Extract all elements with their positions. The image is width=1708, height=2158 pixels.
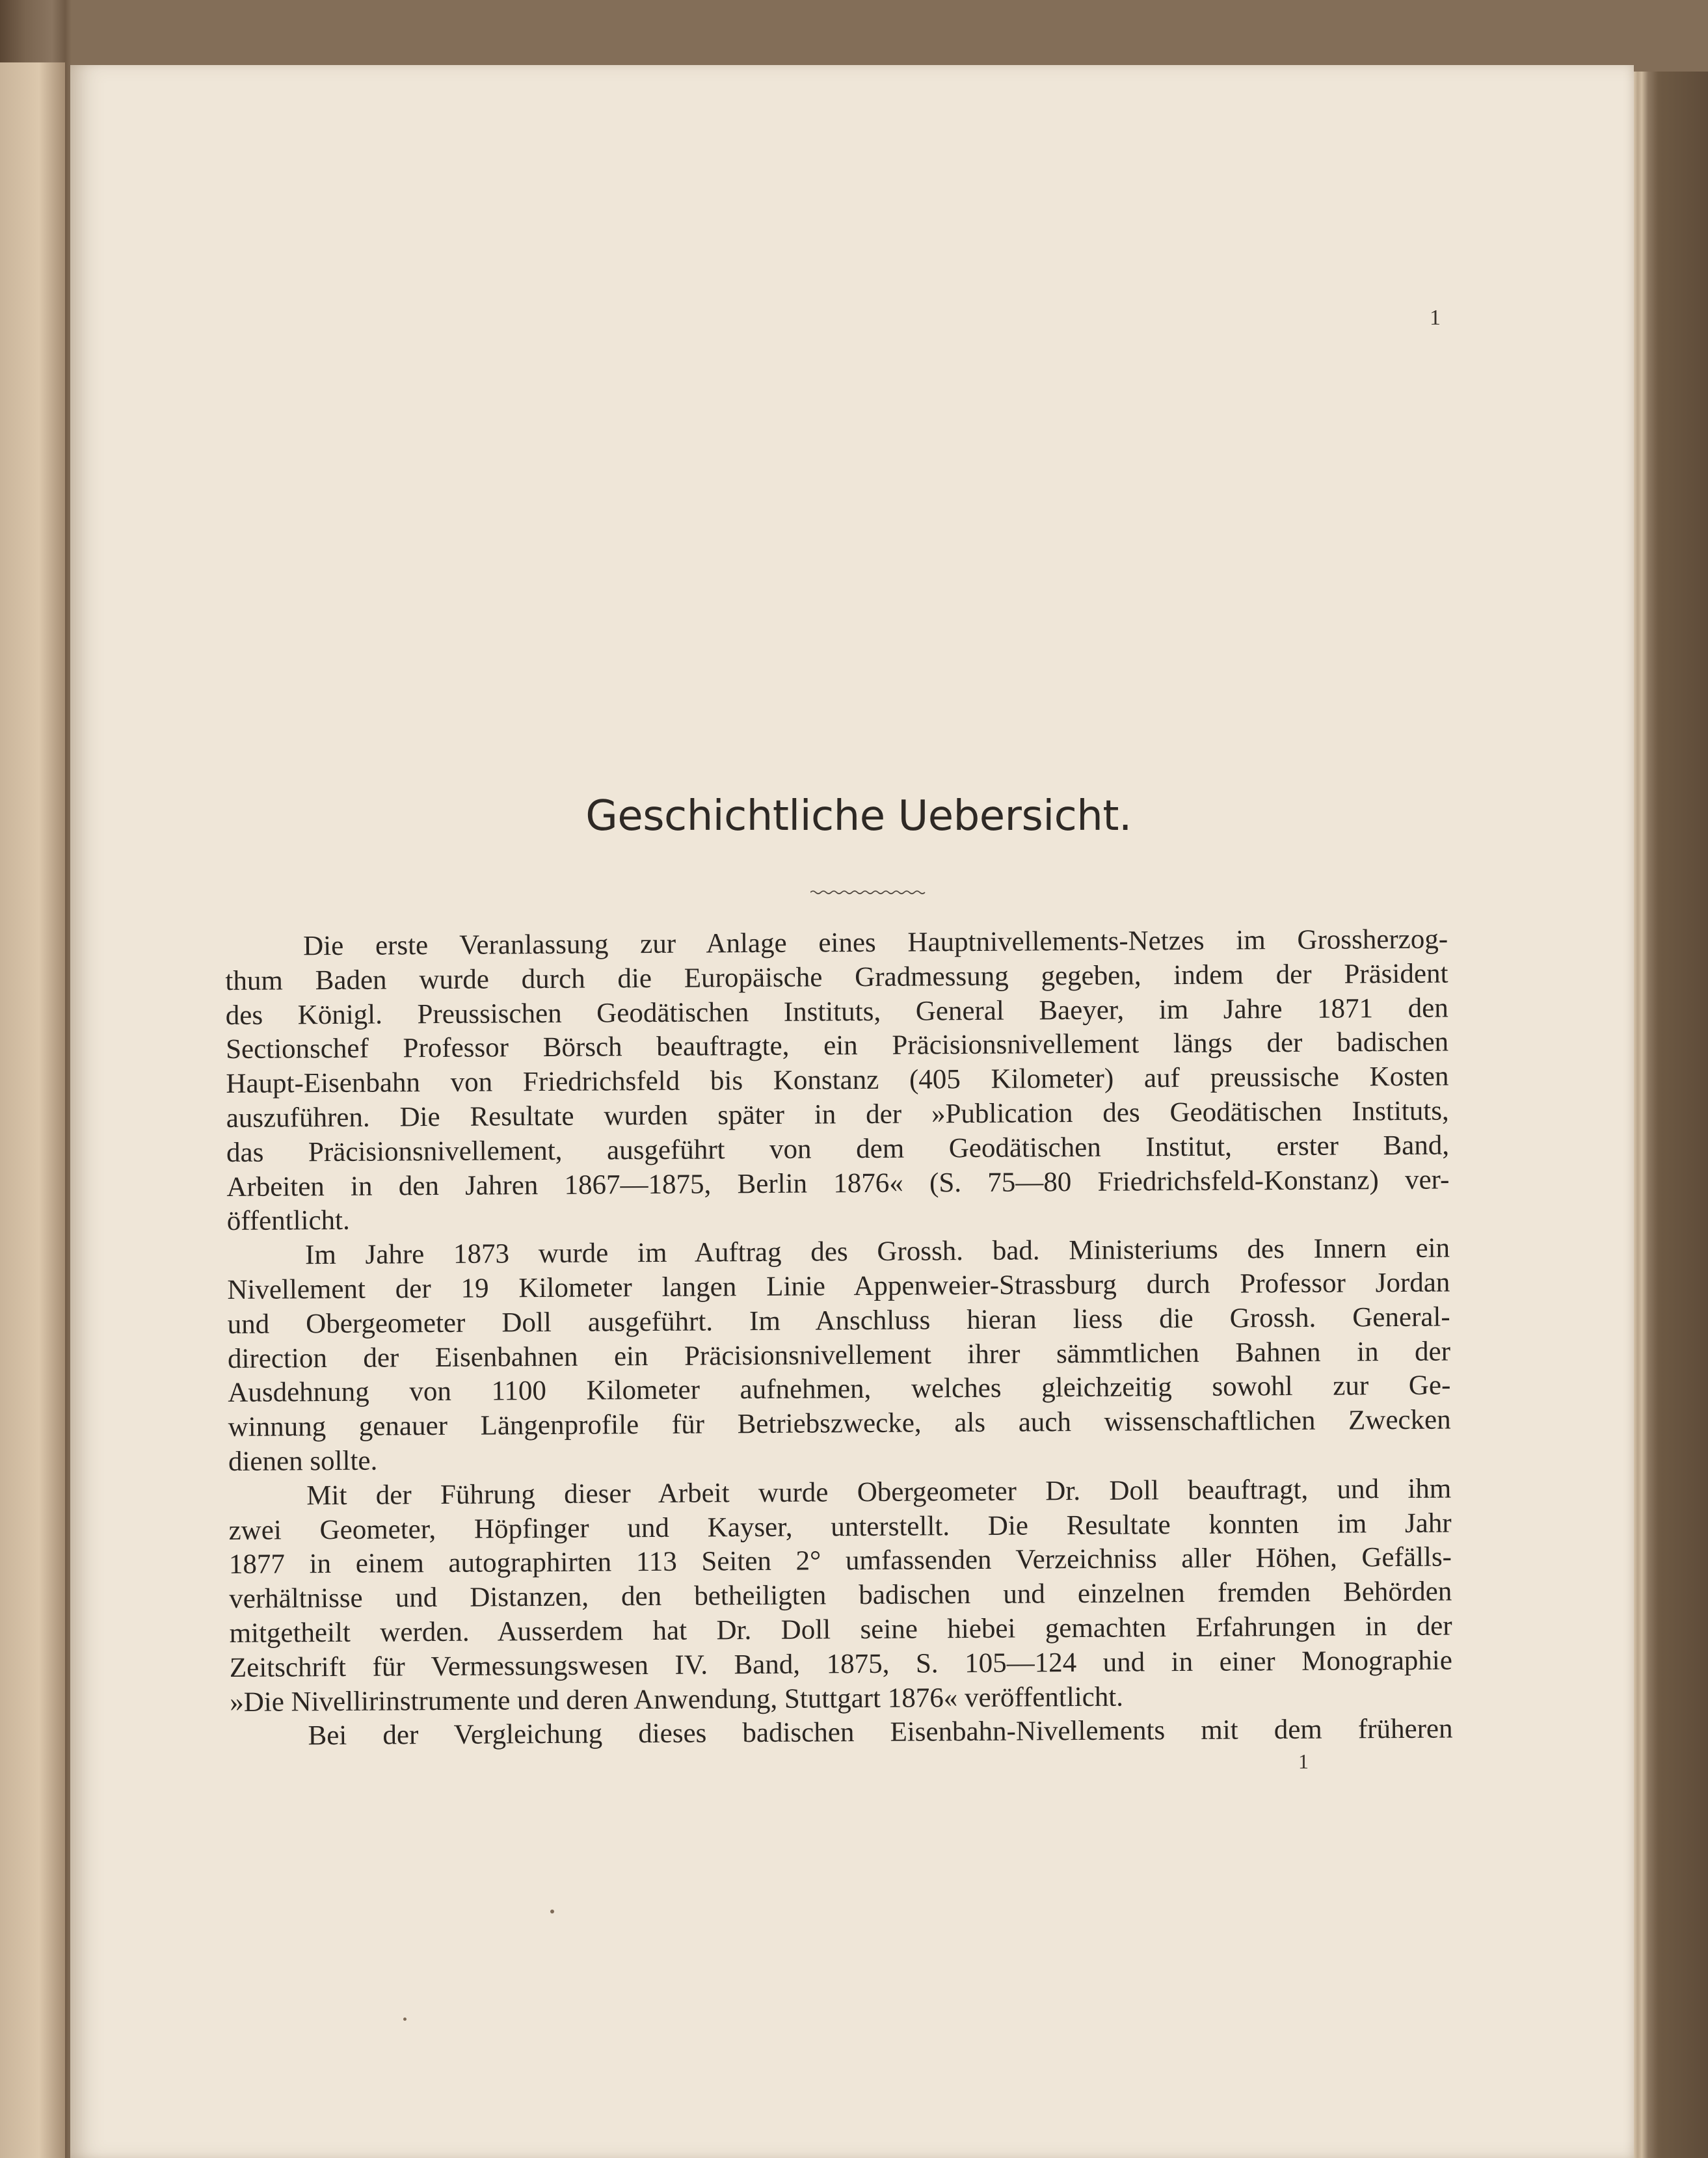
text-line: winnung genauer Längenprofile für Betriebszwecke, als auch wissenschaftlichen Zwecken [228, 1404, 1451, 1443]
paragraph [228, 1472, 1452, 1720]
text-line: zwei Geometer, Höpfinger und Kayser, unterstellt. Die Resultate konnten im Jahr [228, 1508, 1452, 1546]
text-line: Die erste Veranlassung zur Anlage eines Hauptnivellements-Netzes im Grossherzog- [303, 924, 1448, 962]
text-line: und Obergeometer Doll ausgeführt. Im Anschluss hieran liess die Grossh. General- [227, 1301, 1450, 1340]
text-line: 1877 in einem autographirten 113 Seiten 2° umfassenden Verzeichniss aller Höhen, Gefälls- [228, 1541, 1452, 1580]
text-line: thum Baden wurde durch die Europäische Gradmessung gegeben, indem der Präsident [225, 958, 1448, 996]
text-line: Haupt-Eisenbahn von Friedrichsfeld bis Konstanz (405 Kilometer) auf preussische Kosten [226, 1061, 1449, 1100]
page-stack-edge [1626, 72, 1708, 2158]
text-line: Nivellement der 19 Kilometer langen Linie Appenweier-Strassburg durch Professor Jordan [227, 1267, 1450, 1305]
text-line: Im Jahre 1873 wurde im Auftrag des Grossh. bad. Ministeriums des Innern ein [304, 1232, 1450, 1271]
signature-mark: 1 [1298, 1750, 1309, 1773]
text-line: öffentlicht. [226, 1205, 350, 1237]
dust-speck [550, 1910, 554, 1913]
text-line: Sectionschef Professor Börsch beauftragte, ein Präcisionsnivellement längs der badischen [225, 1026, 1449, 1065]
paragraph [227, 1232, 1451, 1480]
text-line: auszuführen. Die Resultate wurden später in der »Publication des Geodätischen Instituts, [226, 1095, 1449, 1134]
text-line: des Königl. Preussischen Geodätischen Instituts, General Baeyer, im Jahre 1871 den [225, 992, 1448, 1031]
previous-page-edge [0, 62, 65, 2158]
paragraph [230, 1712, 1452, 1754]
text-line: verhältnisse und Distanzen, den betheiligten badischen und einzelnen fremden Behörden [229, 1576, 1452, 1615]
body-text [225, 923, 1453, 1755]
book-page [70, 65, 1634, 2158]
text-line: Bei der Vergleichung dieses badischen Eisenbahn-Nivellements mit dem früheren [308, 1713, 1453, 1752]
text-line: Mit der Führung dieser Arbeit wurde Obergeometer Dr. Doll beauftragt, und ihm [306, 1473, 1452, 1512]
page-title: Geschichtliche Uebersicht. [585, 792, 1132, 840]
dust-speck [403, 2018, 407, 2021]
text-line: das Präcisionsnivellement, ausgeführt von dem Geodätischen Institut, erster Band, [226, 1130, 1450, 1168]
text-line: Zeitschrift für Vermessungswesen IV. Band, 1875, S. 105—124 und in einer Monographie [229, 1645, 1453, 1683]
text-line: direction der Eisenbahnen ein Präcisionsnivellement ihrer sämmtlichen Bahnen in der [227, 1336, 1451, 1374]
paragraph [225, 923, 1450, 1240]
decorative-rule-icon [810, 888, 927, 896]
text-line: Ausdehnung von 1100 Kilometer aufnehmen, welches gleichzeitig sowohl zur Ge- [228, 1370, 1451, 1409]
text-line: »Die Nivellirinstrumente und deren Anwendung, Stuttgart 1876« veröffentlicht. [230, 1681, 1124, 1718]
text-line: dienen sollte. [228, 1445, 378, 1477]
text-line: mitgetheilt werden. Ausserdem hat Dr. Doll seine hiebei gemachten Erfahrungen in der [229, 1610, 1452, 1649]
text-line: Arbeiten in den Jahren 1867—1875, Berlin 1876« (S. 75—80 Friedrichsfeld-Konstanz) ver- [226, 1164, 1450, 1203]
page-number: 1 [1430, 306, 1441, 330]
